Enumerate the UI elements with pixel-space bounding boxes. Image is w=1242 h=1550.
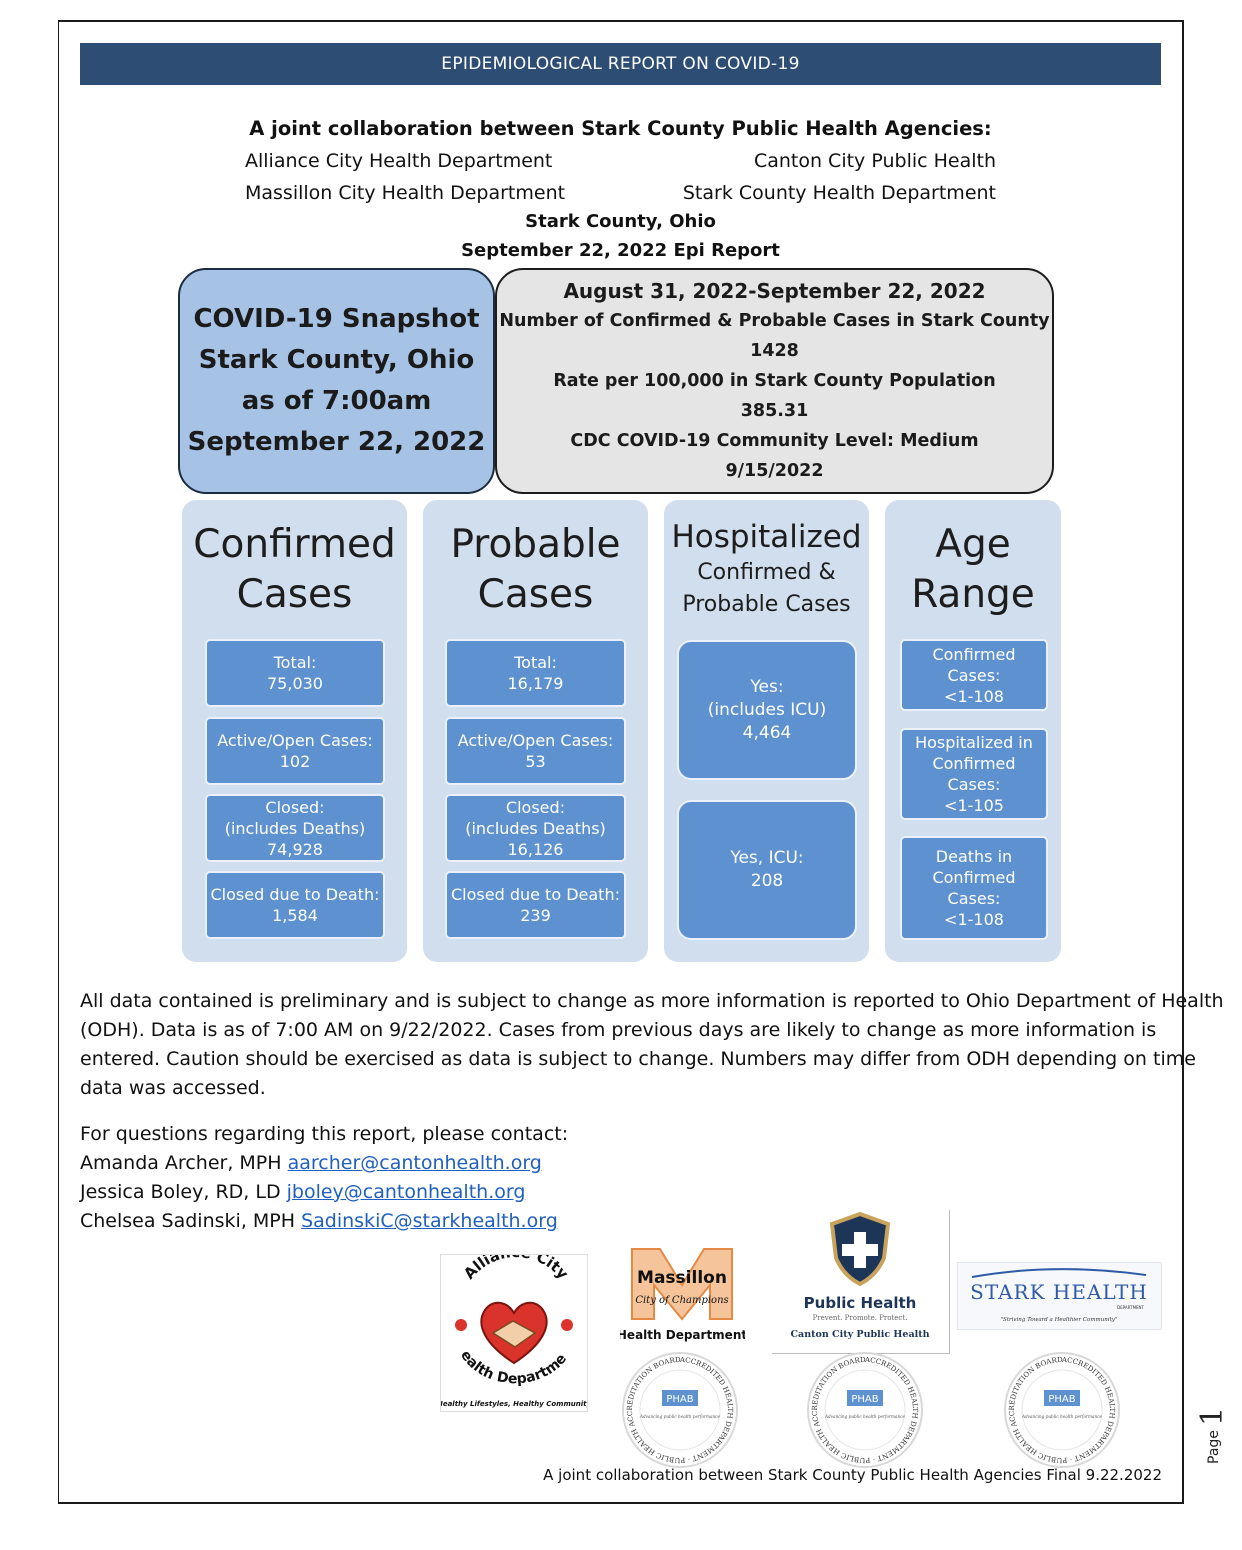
period-range: August 31, 2022-September 22, 2022 — [563, 279, 986, 303]
tile-value: 75,030 — [267, 674, 323, 693]
phab-sub: Advancing public health performance — [824, 1414, 906, 1419]
confirmed-active-tile — [205, 717, 385, 785]
stark-logo-art — [958, 1263, 1161, 1329]
report-banner: EPIDEMIOLOGICAL REPORT ON COVID-19 — [80, 43, 1161, 85]
phab-ring-text: ACCREDITED HEALTH DEPARTMENT · PUBLIC HEALTH ACCREDITATION BOARD — [625, 1355, 734, 1465]
phab-ring-text: ACCREDITED HEALTH DEPARTMENT · PUBLIC HEALTH ACCREDITATION BOARD — [1007, 1355, 1116, 1465]
contact-name: Chelsea Sadinski, MPH — [80, 1210, 296, 1232]
tile-value: 239 — [520, 906, 551, 925]
column-title: Cases — [477, 572, 594, 617]
stark-tag: "Striving Toward a Healthier Community" — [1000, 1317, 1118, 1323]
stark-health-logo — [957, 1262, 1162, 1330]
confirmed-cases-column — [182, 500, 407, 962]
age-deaths-tile — [900, 836, 1048, 940]
hospitalized-column — [664, 500, 869, 962]
phab-seal — [805, 1350, 925, 1470]
column-title: Confirmed — [193, 522, 396, 567]
phab-text: PHAB — [1048, 1394, 1076, 1405]
snapshot-line: as of 7:00am — [241, 386, 432, 416]
canton-tag: Prevent. Promote. Protect. — [812, 1314, 908, 1322]
tile-label: Closed: — [265, 797, 325, 817]
tile-label: Active/Open Cases: — [217, 731, 373, 750]
collab-heading: A joint collaboration between Stark County Public Health Agencies: — [249, 117, 992, 140]
tile-label: Active/Open Cases: — [457, 731, 614, 750]
tile-note: (includes Deaths) — [465, 818, 606, 838]
probable-active-tile — [445, 717, 626, 785]
tile-label: Cases: — [947, 665, 1001, 685]
tile-value: 4,464 — [742, 722, 792, 743]
snapshot-line: COVID-19 Snapshot — [193, 304, 480, 334]
tile-value: <1-108 — [944, 910, 1004, 929]
tile-label: Total: — [514, 653, 557, 672]
disclaimer-line: data was accessed. — [80, 1077, 266, 1099]
phab-seal-art — [1002, 1350, 1122, 1470]
tile-value: 208 — [750, 871, 784, 891]
tile-value: 16,126 — [507, 839, 564, 859]
report-location: Stark County, Ohio — [525, 211, 716, 232]
alliance-logo — [440, 1254, 588, 1412]
agency-stark: Stark County Health Department — [682, 182, 996, 204]
community-level-date: 9/15/2022 — [725, 461, 824, 481]
snapshot-line: Stark County, Ohio — [198, 345, 475, 375]
phab-ring-text: ACCREDITED HEALTH DEPARTMENT · PUBLIC HEALTH ACCREDITATION BOARD — [810, 1355, 919, 1465]
tile-value: 1,584 — [272, 906, 318, 925]
snapshot-box — [178, 268, 495, 494]
massillon-logo — [620, 1245, 745, 1345]
probable-closed-tile — [445, 794, 626, 862]
disclaimer-line: All data contained is preliminary and is subject to change as more information is reported to Ohio Department of Health — [80, 990, 1224, 1012]
phab-seal — [1002, 1350, 1122, 1470]
contact-row — [80, 1210, 558, 1232]
contact-row — [80, 1181, 525, 1203]
period-cases-value: 1428 — [750, 341, 799, 361]
agency-massillon: Massillon City Health Department — [245, 182, 566, 204]
snapshot-line: September 22, 2022 — [187, 427, 486, 457]
contact-email-link[interactable]: SadinskiC@starkhealth.org — [301, 1210, 558, 1232]
page-number — [1190, 1390, 1230, 1470]
agency-canton: Canton City Public Health — [753, 150, 996, 172]
disclaimer-line: entered. Caution should be exercised as data is subject to change. Numbers may differ from ODH depending on time — [80, 1048, 1196, 1070]
alliance-bottom-text: ealth Departme — [457, 1347, 570, 1388]
tile-label: Closed: — [505, 797, 566, 817]
contacts-heading: For questions regarding this report, please contact: — [80, 1123, 569, 1145]
contact-name: Jessica Boley, RD, LD — [80, 1181, 281, 1203]
confirmed-closed-tile — [205, 794, 385, 862]
phab-seal — [620, 1350, 740, 1470]
canton-logo — [772, 1210, 950, 1354]
tile-note: (includes ICU) — [707, 699, 827, 720]
stark-logo-text: STARK HEALTH — [970, 1280, 1148, 1304]
tile-label: Yes: — [750, 676, 784, 697]
report-title: September 22, 2022 Epi Report — [461, 240, 780, 261]
massillon-name: Massillon — [637, 1268, 727, 1288]
phab-text: PHAB — [851, 1394, 879, 1405]
canton-name: Public Health — [803, 1294, 917, 1312]
tile-note: (includes Deaths) — [224, 818, 366, 838]
page-number-value: 1 — [1195, 1406, 1230, 1426]
column-subtitle: Confirmed & — [697, 560, 836, 585]
phab-sub: Advancing public health performance — [639, 1414, 721, 1419]
confirmed-death-tile — [205, 871, 385, 939]
tile-value: <1-108 — [944, 686, 1004, 706]
tile-value: <1-105 — [944, 796, 1004, 815]
tile-label: Closed due to Death: — [210, 885, 380, 904]
disclaimer-line: (ODH). Data is as of 7:00 AM on 9/22/2022. Cases from previous days are likely to change as more information is — [80, 1019, 1157, 1041]
column-title: Cases — [236, 572, 353, 617]
phab-seal-art — [620, 1350, 740, 1470]
page-label: Page — [1206, 1430, 1222, 1464]
tile-value: 53 — [525, 752, 546, 771]
probable-total-tile — [445, 639, 626, 707]
age-hospitalized-tile — [900, 728, 1048, 820]
hospitalized-icu-tile — [677, 800, 857, 940]
column-title: Range — [911, 572, 1035, 617]
tile-label: Hospitalized in — [915, 733, 1033, 752]
tile-value: 74,928 — [267, 839, 323, 859]
massillon-dept: Health Department — [620, 1328, 745, 1342]
alliance-top-text: Allia City — [460, 1255, 573, 1283]
column-title: Hospitalized — [671, 519, 862, 555]
phab-seal-art — [805, 1350, 925, 1470]
tile-label: Cases: — [947, 889, 1001, 908]
page-number-art — [1190, 1390, 1230, 1470]
phab-sub: Advancing public health performance — [1021, 1414, 1103, 1419]
alliance-logo-art — [441, 1255, 587, 1411]
tile-label: Confirmed — [932, 868, 1016, 887]
canton-city: Canton City Public Health — [790, 1329, 930, 1340]
column-title: Probable — [450, 522, 621, 567]
stark-dept: DEPARTMENT — [1117, 1305, 1144, 1310]
tile-value: 102 — [279, 752, 311, 771]
period-rate-label: Rate per 100,000 in Stark County Population — [553, 371, 996, 391]
massillon-tag: City of Champions — [635, 1295, 729, 1306]
tile-label: Confirmed — [932, 754, 1016, 773]
alliance-tagline: Healthy Lifestyles, Healthy Community — [441, 1400, 587, 1408]
column-title: Age — [935, 522, 1011, 567]
age-range-column — [885, 500, 1061, 962]
canton-logo-art — [772, 1210, 948, 1352]
massillon-logo-art — [620, 1245, 745, 1345]
age-confirmed-tile — [900, 639, 1048, 711]
contact-email-link[interactable]: aarcher@cantonhealth.org — [287, 1152, 542, 1174]
contact-email-link[interactable]: jboley@cantonhealth.org — [286, 1181, 526, 1203]
footer-note: A joint collaboration between Stark County Public Health Agencies Final 9.22.2022 — [543, 1466, 1162, 1484]
svg-text:Alliance City — [460, 1255, 572, 1283]
hospitalized-yes-tile — [677, 640, 857, 780]
community-level: CDC COVID-19 Community Level: Medium — [570, 431, 979, 451]
period-rate-value: 385.31 — [740, 401, 809, 421]
contact-name: Amanda Archer, MPH — [80, 1152, 282, 1174]
tile-label: Yes, ICU: — [730, 848, 804, 868]
period-summary-box — [495, 268, 1054, 494]
tile-label: Confirmed — [932, 644, 1016, 664]
confirmed-total-tile — [205, 639, 385, 707]
tile-label: Total: — [273, 653, 317, 672]
agency-alliance: Alliance City Health Department — [245, 150, 553, 172]
period-cases-label: Number of Confirmed & Probable Cases in Stark County — [499, 311, 1050, 331]
tile-value: 16,179 — [507, 674, 564, 693]
probable-cases-column — [423, 500, 648, 962]
tile-label: Closed due to Death: — [451, 885, 620, 904]
tile-label: Deaths in — [935, 847, 1013, 866]
tile-label: Cases: — [947, 775, 1001, 794]
contact-row — [80, 1152, 542, 1174]
phab-text: PHAB — [666, 1394, 694, 1405]
probable-death-tile — [445, 871, 626, 939]
column-subtitle: Probable Cases — [682, 592, 851, 617]
